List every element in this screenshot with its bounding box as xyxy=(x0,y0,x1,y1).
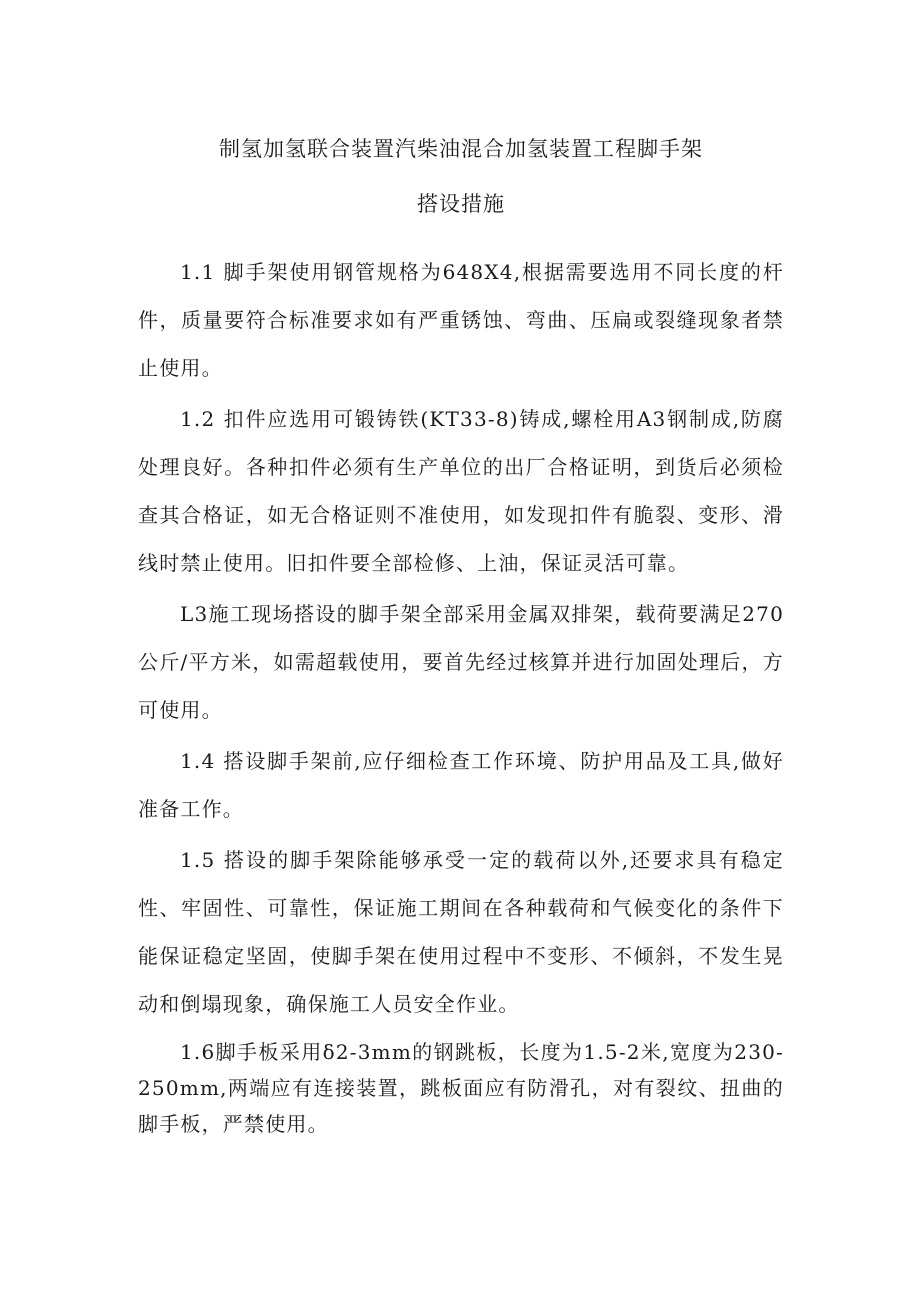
paragraph-1-2: 1.2 扣件应选用可锻铸铁(KT33-8)铸成,螺栓用A3钢制成,防腐处理良好。各种扣件必须有生产单位的出厂合格证明，到货后必须检查其合格证，如无合格证则不准使用，如发现扣件有脆裂、变形、滑线时禁止使用。旧扣件要全部检修、上油，保证灵活可靠。 xyxy=(138,407,784,575)
document-title-line2: 搭设措施 xyxy=(417,192,505,216)
document-page xyxy=(138,120,784,1145)
document-title-line1: 制氢加氢联合装置汽柴油混合加氢装置工程脚手架 xyxy=(219,137,703,161)
paragraph-1-5: 1.5 搭设的脚手架除能够承受一定的载荷以外,还要求具有稳定性、牢固性、可靠性，保证施工期间在各种载荷和气候变化的条件下能保证稳定坚固，使脚手架在使用过程中不变形、不倾斜，不发生晃动和倒塌现象，确保施工人员安全作业。 xyxy=(138,848,784,1016)
paragraph-1-4: 1.4 搭设脚手架前,应仔细检查工作环境、防护用品及工具,做好准备工作。 xyxy=(138,749,784,821)
paragraph-1-3: L3施工现场搭设的脚手架全部采用金属双排架，载荷要满足270公斤/平方米，如需超载使用，要首先经过核算并进行加固处理后，方可使用。 xyxy=(138,602,784,722)
paragraph-1-6: 1.6脚手板采用δ2-3mm的钢跳板，长度为1.5-2米,宽度为230-250mm,两端应有连接装置，跳板面应有防滑孔，对有裂纹、扭曲的脚手板，严禁使用。 xyxy=(138,1040,784,1136)
paragraph-1-1: 1.1 脚手架使用钢管规格为648X4,根据需要选用不同长度的杆件，质量要符合标准要求如有严重锈蚀、弯曲、压扁或裂缝现象者禁止使用。 xyxy=(138,260,784,380)
